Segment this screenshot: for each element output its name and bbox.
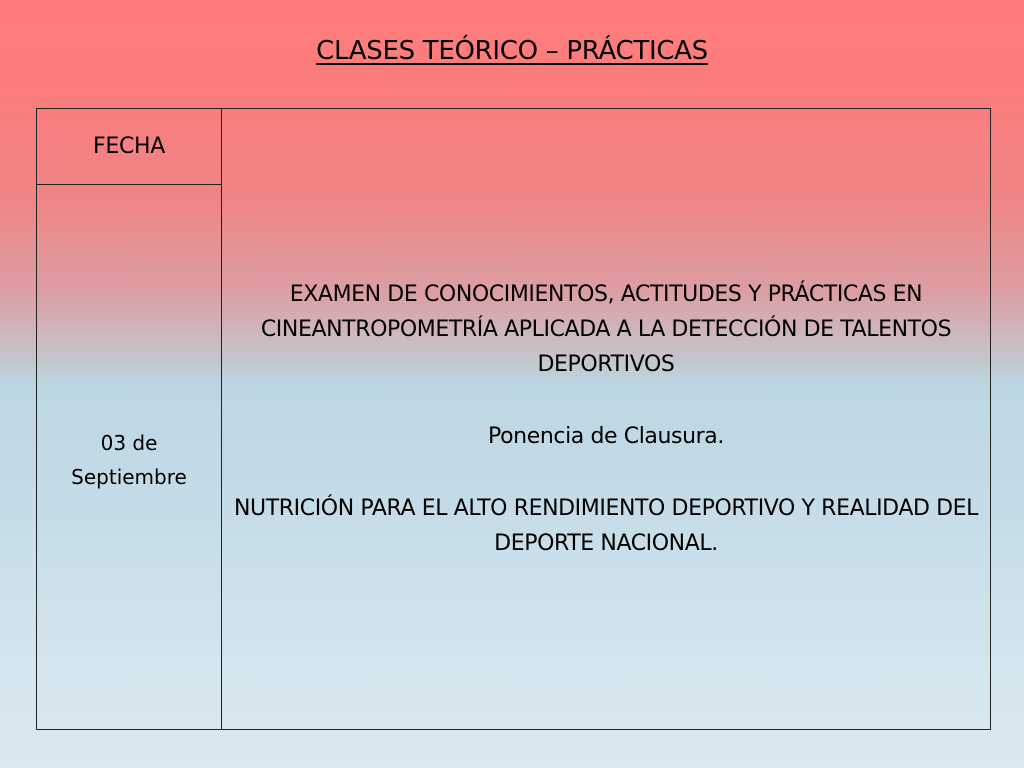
slide-title: CLASES TEÓRICO – PRÁCTICAS — [316, 36, 708, 66]
activity-subtitle: Ponencia de Clausura. — [488, 424, 724, 449]
schedule-table — [36, 108, 991, 730]
date-cell — [37, 185, 222, 730]
date-day: 03 de — [100, 431, 158, 455]
table-header-row — [37, 109, 991, 185]
activity-main-title: EXAMEN DE CONOCIMIENTOS, ACTITUDES Y PRÁCTICAS EN CINEANTROPOMETRÍA APLICADA A LA DETECCIÓN DE TALENTOS DEPORTIVOS — [260, 282, 952, 377]
date-column-header: FECHA — [37, 109, 222, 185]
date-month: Septiembre — [71, 465, 187, 489]
activity-topic: NUTRICIÓN PARA EL ALTO RENDIMIENTO DEPORTIVO Y REALIDAD DEL DEPORTE NACIONAL. — [233, 496, 978, 556]
activity-cell — [222, 109, 991, 730]
